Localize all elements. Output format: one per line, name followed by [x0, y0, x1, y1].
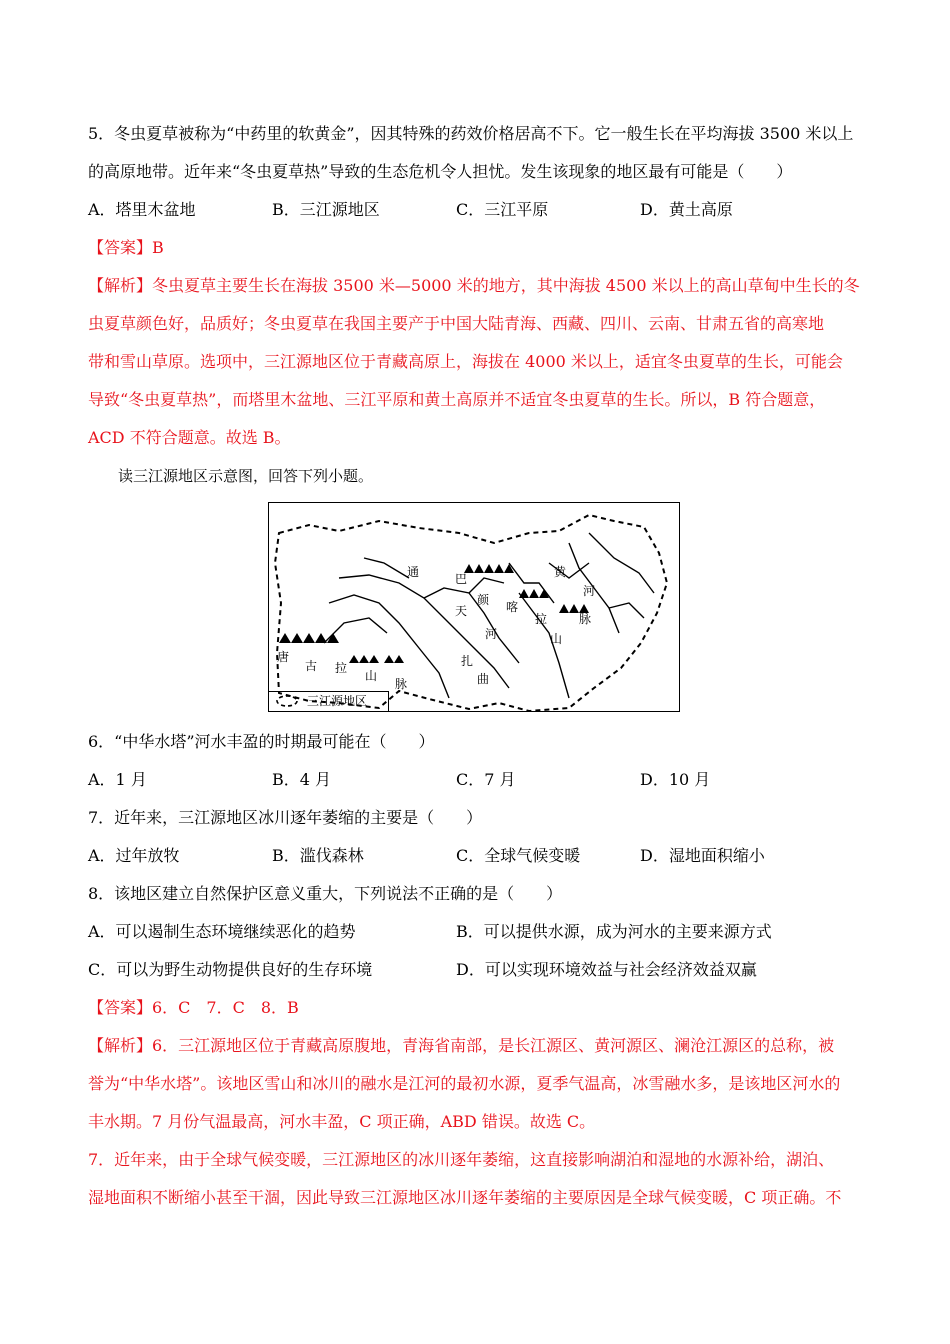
q6-option-b: B．4 月 — [272, 770, 332, 789]
q7-option-a: A．过年放牧 — [88, 846, 180, 865]
q5-option-b: B．三江源地区 — [272, 200, 380, 219]
q5-analysis-line-4: 导致“冬虫夏草热”，而塔里木盆地、三江平原和黄土高原并不适宜冬虫夏草的生长。所以，B 符合题意， — [88, 390, 826, 409]
q8-option-c: C．可以为野生动物提供良好的生存环境 — [88, 960, 373, 979]
q5-analysis-line-1: 【解析】冬虫夏草主要生长在海拔 3500 米—5000 米的地方，其中海拔 4500 米以上的高山草甸中生长的冬 — [88, 276, 860, 295]
q7-option-b: B．滥伐森林 — [272, 846, 364, 865]
map-label-shan: 山 — [550, 632, 563, 646]
q8-stem: 8．该地区建立自然保护区意义重大，下列说法不正确的是（ ） — [88, 884, 563, 903]
map-label-tong: 通 — [407, 565, 420, 579]
q5-analysis-line-3: 带和雪山草原。选项中，三江源地区位于青藏高原上，海拔在 4000 米以上，适宜冬虫夏草的生长，可能会 — [88, 352, 843, 371]
legend-dash-icon — [273, 692, 303, 710]
analysis-6-8-line-4: 7．近年来，由于全球气候变暖，三江源地区的冰川逐年萎缩，这直接影响湖泊和湿地的水源补给，湖泊、 — [88, 1150, 835, 1169]
map-label-gu: 古 — [305, 659, 318, 673]
q6-option-c: C．7 月 — [456, 770, 516, 789]
q7-stem: 7．近年来，三江源地区冰川逐年萎缩的主要是（ ） — [88, 808, 483, 827]
q7-option-d: D．湿地面积缩小 — [640, 846, 765, 865]
q8-option-b: B．可以提供水源，成为河水的主要来源方式 — [456, 922, 772, 941]
q5-option-c: C．三江平原 — [456, 200, 549, 219]
map-label-mai2: 脉 — [395, 677, 408, 691]
map-label-zha: 扎 — [461, 654, 474, 668]
analysis-6-8-line-5: 湿地面积不断缩小甚至干涸，因此导致三江源地区冰川逐年萎缩的主要原因是全球气候变暖，C 项正确。不 — [88, 1188, 842, 1207]
analysis-6-8-line-3: 丰水期。7 月份气温最高，河水丰盈，C 项正确，ABD 错误。故选 C。 — [88, 1112, 596, 1131]
q5-option-d: D．黄土高原 — [640, 200, 733, 219]
map-label-tian: 天 — [455, 604, 468, 618]
sanjiangyuan-map — [268, 502, 680, 712]
map-label-huang: 黄 — [554, 565, 567, 579]
map-intro: 读三江源地区示意图，回答下列小题。 — [118, 467, 374, 485]
q5-analysis-line-5: ACD 不符合题意。故选 B。 — [88, 428, 291, 447]
map-label-tang: 唐 — [277, 650, 290, 664]
q8-option-a: A．可以遏制生态环境继续恶化的趋势 — [88, 922, 356, 941]
map-label-qu: 曲 — [477, 672, 490, 686]
map-label-ka: 喀 — [506, 600, 519, 614]
map-label-shan2: 山 — [365, 669, 378, 683]
q5-analysis-line-2: 虫夏草颜色好，品质好；冬虫夏草在我国主要产于中国大陆青海、西藏、四川、云南、甘肃五省的高寒地 — [88, 314, 825, 333]
q5-option-a: A．塔里木盆地 — [88, 200, 196, 219]
q6-option-d: D．10 月 — [640, 770, 711, 789]
q6-option-a: A．1 月 — [88, 770, 147, 789]
q6-stem: 6．“中华水塔”河水丰盈的时期最可能在（ ） — [88, 732, 435, 751]
map-label-yan: 颜 — [477, 593, 490, 607]
legend-label: 三江源地区 — [307, 694, 368, 708]
map-label-ba: 巴 — [455, 572, 468, 586]
answers-6-8: 【答案】6．C 7．C 8．B — [88, 998, 299, 1017]
q5-answer: 【答案】B — [88, 238, 164, 257]
map-label-la2: 拉 — [335, 661, 348, 675]
q8-option-d: D．可以实现环境效益与社会经济效益双赢 — [456, 960, 757, 979]
q7-option-c: C．全球气候变暖 — [456, 846, 581, 865]
map-label-la: 拉 — [535, 612, 548, 626]
map-label-he: 河 — [485, 627, 498, 641]
map-label-mai: 脉 — [579, 612, 592, 626]
q5-stem-line-2: 的高原地带。近年来“冬虫夏草热”导致的生态危机令人担忧。发生该现象的地区最有可能是（ ） — [88, 162, 793, 181]
analysis-6-8-line-2: 誉为“中华水塔”。该地区雪山和冰川的融水是江河的最初水源，夏季气温高，冰雪融水多，是该地区河水的 — [88, 1074, 841, 1093]
map-drawing — [269, 503, 681, 713]
map-legend — [269, 691, 389, 711]
q5-stem-line-1: 5．冬虫夏草被称为“中药里的软黄金”，因其特殊的药效价格居高不下。它一般生长在平均海拔 3500 米以上 — [88, 124, 854, 143]
map-label-he2: 河 — [583, 584, 596, 598]
analysis-6-8-line-1: 【解析】6．三江源地区位于青藏高原腹地，青海省南部，是长江源区、黄河源区、澜沧江源区的总称，被 — [88, 1036, 835, 1055]
